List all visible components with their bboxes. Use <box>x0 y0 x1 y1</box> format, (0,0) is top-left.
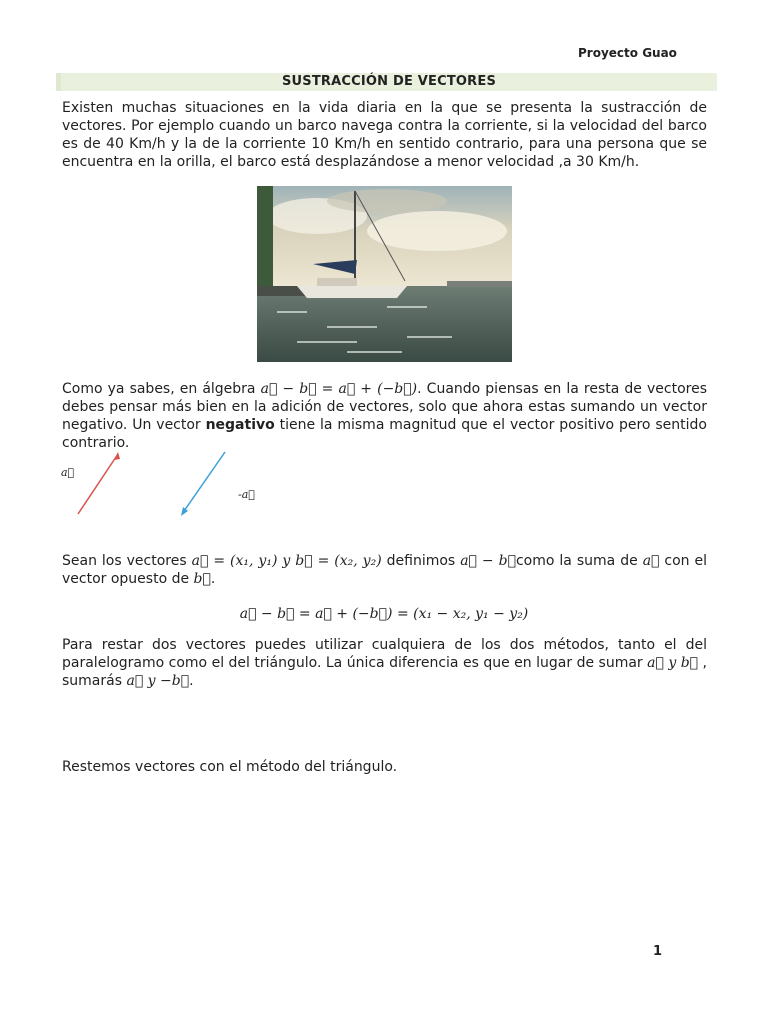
negative-vector-label: -a⃗ <box>238 488 255 501</box>
vector-illustration <box>60 448 240 520</box>
definition-vectors-math: a⃗ = (x₁, y₁) y b⃗ = (x₂, y₂) <box>191 553 382 569</box>
negative-vector-arrowhead <box>181 507 188 516</box>
definition-paragraph: Sean los vectores a⃗ = (x₁, y₁) y b⃗ = (x₂, y₂) definimos a⃗ − b⃗como la suma de a⃗ con el vector opuesto de b⃗. <box>62 553 708 587</box>
negative-vector-arrow <box>182 452 225 514</box>
positive-vector-label: a⃗ <box>61 466 75 479</box>
page-number: 1 <box>653 944 663 959</box>
header-project-label: Proyecto Guao <box>578 46 677 60</box>
intro-paragraph: Existen muchas situaciones en la vida diaria en la que se presenta la sustracción de vectores. Por ejemplo cuando un barco navega contra la corriente, si la velocidad del barco es de 40 Km/h y la de la corriente 10 Km/h en sentido contrario, para una persona que se encuentra en la orilla, el barco está desplazándose a menor velocidad ,a 30 Km/h. <box>62 100 707 170</box>
methods-paragraph: Para restar dos vectores puedes utilizar cualquiera de los dos métodos, tanto el del paralelogramo como el del triángulo. La única diferencia es que en lugar de sumar a⃗ y b⃗ , sumarás a⃗ y −b⃗. <box>62 637 708 689</box>
methods-math-1: a⃗ y b⃗ <box>647 655 699 671</box>
positive-vector-arrow <box>78 454 118 514</box>
positive-vector-arrowhead <box>114 452 120 460</box>
algebra-rest-2: tiene la misma magnitud que el vector positivo pero sentido contrario. <box>62 417 707 451</box>
section-title-bar <box>56 73 717 91</box>
algebra-rest-1: . Cuando piensas en la resta de vectores debes pensar más bien en la adición de vectores, solo que ahora estas sumando un vector negativo. Un vector <box>62 381 708 433</box>
algebra-paragraph <box>62 380 707 452</box>
sailboat-photo <box>257 186 512 362</box>
closing-paragraph: Restemos vectores con el método del triángulo. <box>62 759 398 775</box>
methods-math-2: a⃗ y −b⃗ <box>126 673 190 689</box>
algebra-lead: Como ya sabes, en álgebra <box>62 381 261 397</box>
main-formula: a⃗ − b⃗ = a⃗ + (−b⃗) = (x₁ − x₂, y₁ − y₂) <box>239 606 529 622</box>
bold-word-negativo: negativo <box>205 417 275 433</box>
definition-diff-math: a⃗ − b⃗ <box>460 553 516 569</box>
page-title: SUSTRACCIÓN DE VECTORES <box>281 74 497 89</box>
algebra-formula: a⃗ − b⃗ = a⃗ + (−b⃗) <box>260 381 418 397</box>
